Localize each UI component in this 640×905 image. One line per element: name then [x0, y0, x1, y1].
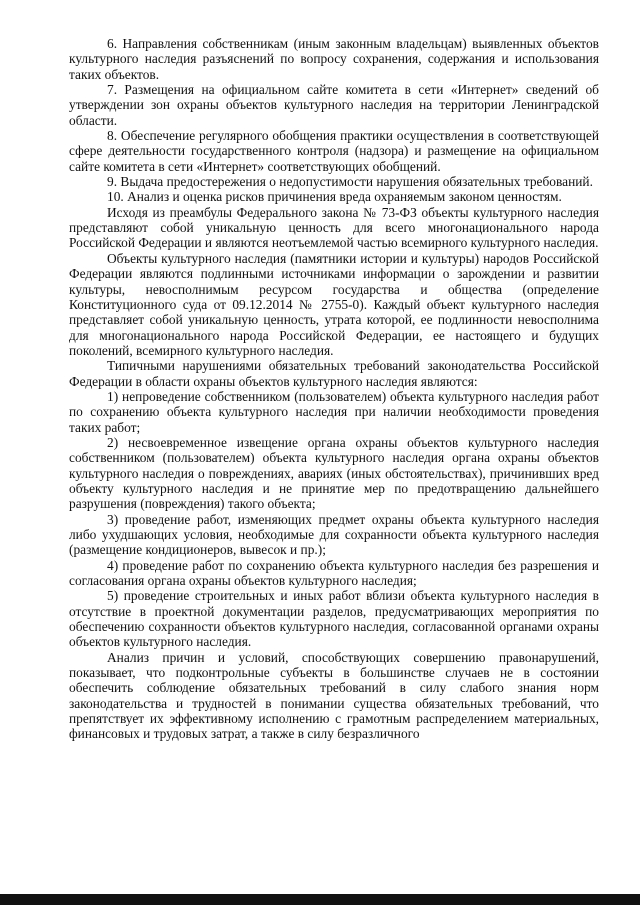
paragraph-violation-2: 2) несвоевременное извещение органа охраны объектов культурного наследия собственником (пользователем) объекта культурного наследия органа охраны объектов культурного наследия о повреждениях, авариях (иных обстоятельствах), причинивших вред объекту культурного наследия и не принятие мер по предотвращению дальнейшего разрушения (повреждения) такого объекта;: [69, 434, 599, 512]
paragraph-item-10: 10. Анализ и оценка рисков причинения вреда охраняемым законом ценностям.: [107, 189, 562, 205]
paragraph-heritage-objects: Объекты культурного наследия (памятники истории и культуры) народов Российской Федерации являются подлинными источниками информации о зарождении и развитии культуры, невосполнимым ресурсом государства и общества (определение Конституционного суда от 09.12.2014 № 2755-0). Каждый объект культурного наследия представляет собой уникальную ценность, утрата которой, ее подлинности невосполнима для многонационального народа Российской Федерации, ее настоящего и будущих поколений, всемирного культурного наследия.: [69, 250, 599, 358]
paragraph-violation-4: 4) проведение работ по сохранению объекта культурного наследия без разрешения и согласования органа охраны объектов культурного наследия;: [69, 557, 599, 589]
paragraph-item-9: 9. Выдача предостережения о недопустимости нарушения обязательных требований.: [107, 174, 593, 190]
paragraph-violation-5: 5) проведение строительных и иных работ вблизи объекта культурного наследия в отсутствие в проектной документации разделов, предусматривающих мероприятия по обеспечению сохранности объектов культурного наследия, согласованной органами охраны объектов культурного наследия.: [69, 588, 599, 650]
scan-bottom-edge: [0, 894, 640, 905]
paragraph-preamble: Исходя из преамбулы Федерального закона № 73-ФЗ объекты культурного наследия представляют собой уникальную ценность для всего многонационального народа Российской Федерации и являются неотъемлемой частью всемирного культурного наследия.: [69, 204, 599, 251]
paragraph-item-7: 7. Размещения на официальном сайте комитета в сети «Интернет» сведений об утверждении зон охраны объектов культурного наследия на территории Ленинградской области.: [69, 82, 599, 128]
paragraph-analysis: Анализ причин и условий, способствующих совершению правонарушений, показывает, что подконтрольные субъекты в большинстве случаев не в состоянии обеспечить соблюдение обязательных требований в силу слабого знания норм законодательства и трудностей в понимании существа обязательных требований, что препятствует их эффективному исполнению с грамотным распределением материальных, финансовых и трудовых затрат, а также в силу безразличного: [69, 649, 599, 742]
paragraph-item-8: 8. Обеспечение регулярного обобщения практики осуществления в соответствующей сфере деятельности государственного контроля (надзора) и размещение на официальном сайте комитета в сети «Интернет» соответствующих обобщений.: [69, 128, 599, 174]
paragraph-item-6: 6. Направления собственникам (иным законным владельцам) выявленных объектов культурного наследия разъяснений по вопросу сохранения, содержания и использования таких объектов.: [69, 36, 599, 82]
paragraph-typical-violations: Типичными нарушениями обязательных требований законодательства Российской Федерации в области охраны объектов культурного наследия являются:: [69, 358, 599, 389]
paragraph-violation-3: 3) проведение работ, изменяющих предмет охраны объекта культурного наследия либо ухудшающих условия, необходимые для сохранности объекта культурного наследия (размещение кондиционеров, вывесок и пр.);: [69, 511, 599, 558]
paragraph-violation-1: 1) непроведение собственником (пользователем) объекта культурного наследия работ по сохранению объекта культурного наследия при наличии необходимости проведения таких работ;: [69, 388, 599, 435]
document-page: [69, 36, 599, 742]
